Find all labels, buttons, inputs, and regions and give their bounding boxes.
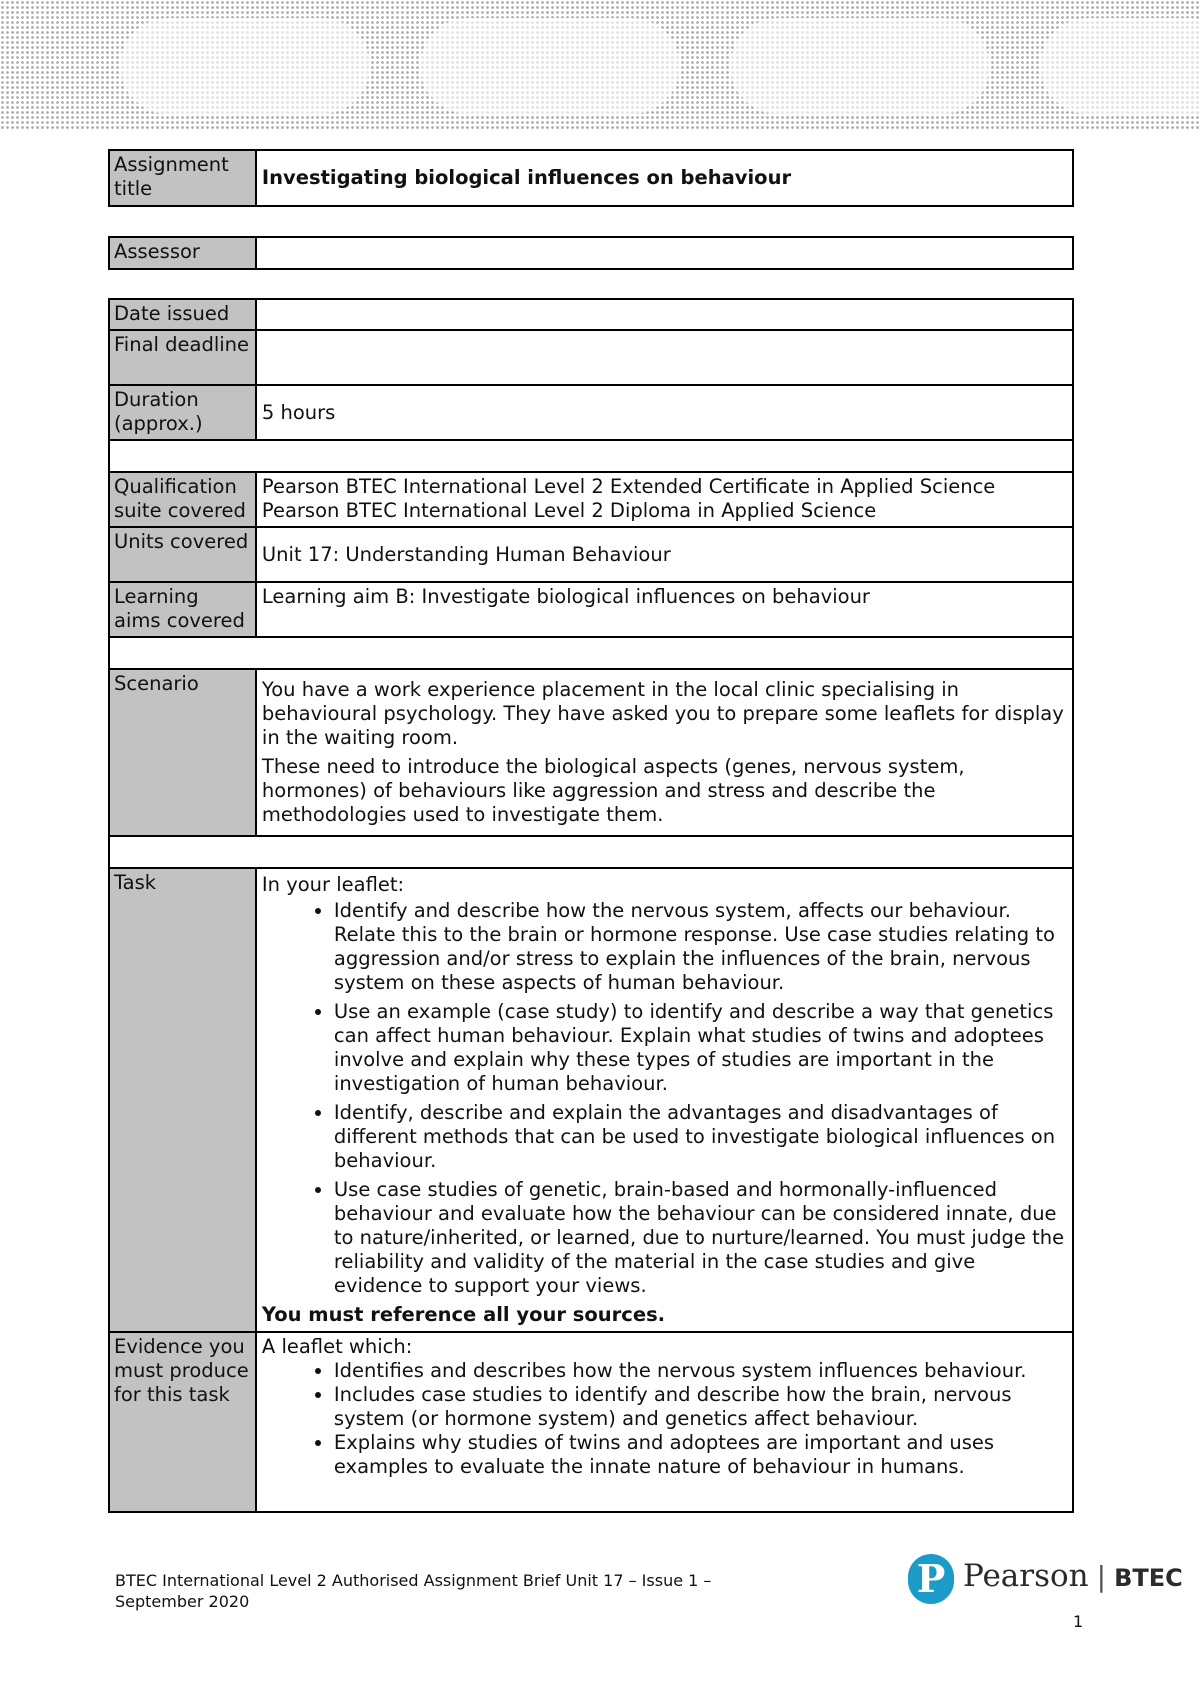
task-closing: You must reference all your sources.: [261, 1303, 666, 1326]
evidence-item: • Identifies and describes how the nervous system influences behaviour.: [334, 1359, 1067, 1383]
duration-label: Duration (approx.): [109, 385, 256, 440]
task-item: • Use an example (case study) to identify and describe a way that genetics can affect human behaviour. Explain what studies of twins and adoptees involve and explain why these types of studies are important in the investigation of human behaviour.: [334, 1000, 1067, 1096]
assessor-label: Assessor: [109, 237, 256, 269]
scenario-value: [256, 669, 1073, 836]
task-item: • Identify, describe and explain the advantages and disadvantages of different methods that can be used to investigate biological influences on behaviour.: [334, 1101, 1067, 1173]
learning-aims-value: Learning aim B: Investigate biological influences on behaviour: [256, 582, 1073, 637]
qualification-label: Qualification suite covered: [109, 472, 256, 527]
assignment-title-table: [108, 149, 1074, 207]
evidence-value: [256, 1332, 1073, 1512]
scenario-paragraph: These need to introduce the biological aspects (genes, nervous system, hormones) of behaviours like aggression and stress and describe the methodologies used to investigate them.: [261, 755, 965, 826]
assessor-value[interactable]: [256, 237, 1073, 269]
logo-separator: |: [1096, 1560, 1107, 1593]
assessor-table: [108, 236, 1074, 270]
task-item: • Identify and describe how the nervous system, affects our behaviour. Relate this to the brain or hormone response. Use case studies relating to aggression and/or stress to explain the influences of the brain, nervous system on these aspects of human behaviour.: [334, 899, 1067, 995]
units-value: Unit 17: Understanding Human Behaviour: [256, 527, 1073, 582]
banner-shape: [420, 18, 680, 114]
evidence-list: [262, 1359, 1067, 1479]
final-deadline-label: Final deadline: [109, 330, 256, 385]
scenario-paragraph: You have a work experience placement in the local clinic specialising in behavioural psychology. They have asked you to prepare some leaflets for display in the waiting room.: [261, 678, 1064, 749]
task-item: • Use case studies of genetic, brain-based and hormonally-influenced behaviour and evaluate how the behaviour can be considered innate, due to nature/inherited, or learned, due to nurture/learned. You must judge the reliability and validity of the material in the case studies and give evidence to support your views.: [334, 1178, 1067, 1298]
header-banner: [0, 0, 1200, 130]
pearson-logo-icon: P: [908, 1554, 954, 1604]
evidence-intro: A leaflet which:: [261, 1335, 413, 1358]
spacer-row: [109, 440, 1073, 472]
logo-name: Pearson: [963, 1558, 1089, 1594]
banner-shape: [1040, 18, 1200, 114]
task-label: Task: [109, 868, 256, 1332]
spacer-row: [109, 637, 1073, 669]
qualification-line: Pearson BTEC International Level 2 Diploma in Applied Science: [261, 499, 877, 522]
evidence-item: • Includes case studies to identify and describe how the brain, nervous system (or hormone system) and genetics affect behaviour.: [334, 1383, 1067, 1431]
evidence-item: • Explains why studies of twins and adoptees are important and uses examples to evaluate the innate nature of behaviour in humans.: [334, 1431, 1067, 1479]
banner-shape: [120, 18, 370, 114]
final-deadline-value[interactable]: [256, 330, 1073, 385]
qualification-line: Pearson BTEC International Level 2 Extended Certificate in Applied Science: [261, 475, 996, 498]
units-label: Units covered: [109, 527, 256, 582]
assignment-title: Investigating biological influences on behaviour: [256, 150, 1073, 206]
date-issued-label: Date issued: [109, 299, 256, 330]
scenario-label: Scenario: [109, 669, 256, 836]
date-issued-value[interactable]: [256, 299, 1073, 330]
page-number: 1: [1073, 1612, 1084, 1631]
task-value: [256, 868, 1073, 1332]
evidence-label: Evidence you must produce for this task: [109, 1332, 256, 1512]
spacer-row: [109, 836, 1073, 868]
task-list: [262, 899, 1067, 1298]
qualification-value: [256, 472, 1073, 527]
banner-shape: [730, 18, 990, 114]
brief-details-table: [108, 298, 1074, 1513]
task-intro: In your leaflet:: [261, 873, 405, 896]
logo-brand: BTEC: [1114, 1564, 1183, 1592]
footer-text: BTEC International Level 2 Authorised Assignment Brief Unit 17 – Issue 1 – September 2020: [115, 1571, 712, 1611]
learning-aims-label: Learning aims covered: [109, 582, 256, 637]
duration-value: 5 hours: [256, 385, 1073, 440]
assignment-title-label: Assignment title: [109, 150, 256, 206]
logo-wordmark: [963, 1556, 1183, 1598]
